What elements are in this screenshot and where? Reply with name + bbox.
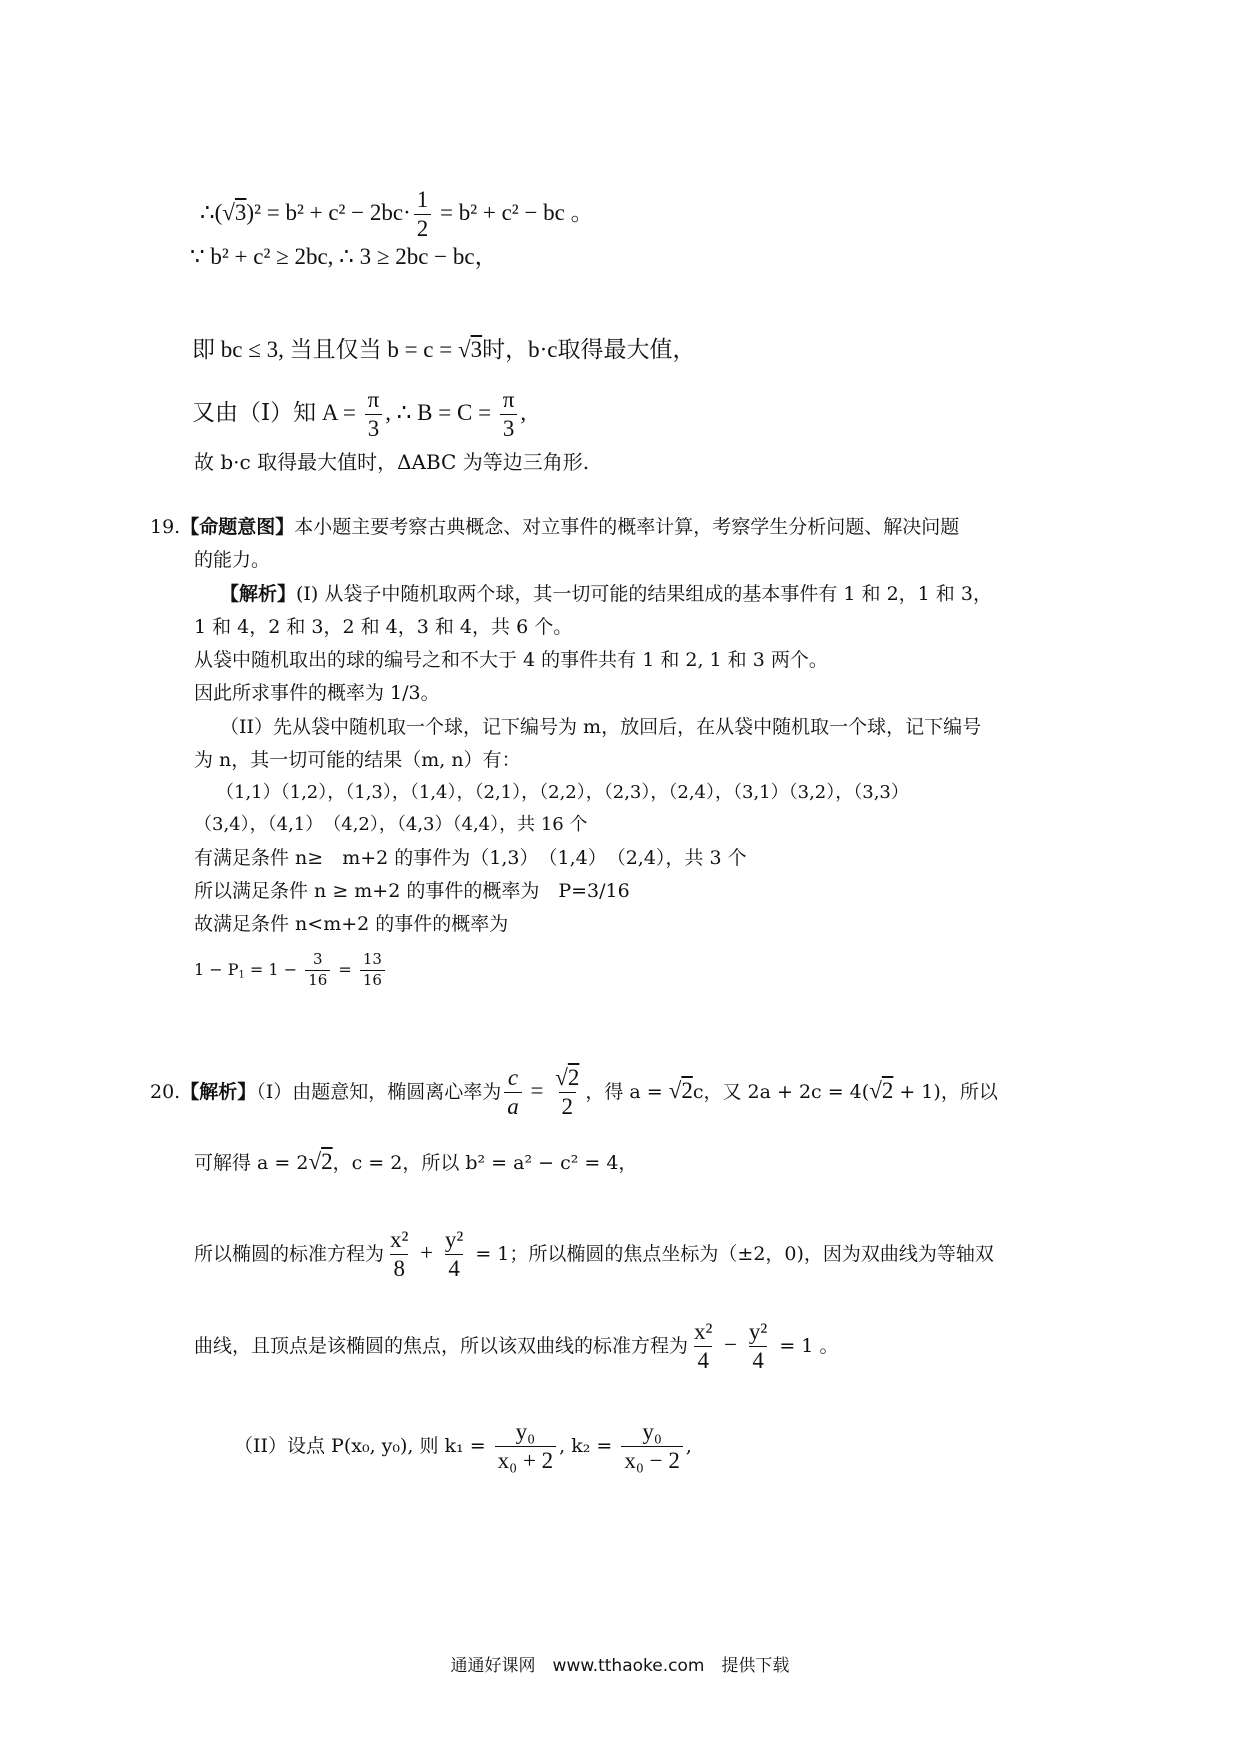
q19-part2-1: （II）先从袋中随机取一个球，记下编号为 m，放回后，在从袋中随机取一个球，记下编号 <box>220 716 982 738</box>
q19-solution-1: 【解析】(I) 从袋子中随机取两个球，其一切可能的结果组成的基本事件有 1 和 2，1 和 3， <box>220 583 992 605</box>
q20-line-2: 可解得 a = 2√2，c = 2，所以 b² = a² − c² = 4， <box>194 1149 638 1174</box>
q18-line-4: 又由（Ⅰ）知 A = $\frac{\pi}{3}$ , ∴ B = C = $\frac{\pi}{3}$ , <box>192 387 527 442</box>
page-footer: 通通好课网 www.tthaoke.com 提供下载 <box>450 1656 790 1676</box>
q18-line-2: ∵ b² + c² ≥ 2bc, ∴ 3 ≥ 2bc − bc， <box>190 244 498 269</box>
q19-solution-3: 从袋中随机取出的球的编号之和不大于 4 的事件共有 1 和 2, 1 和 3 两个。 <box>194 649 828 671</box>
q18-line-5: 故 b·c 取得最大值时，ΔABC 为等边三角形. <box>194 450 590 474</box>
q19-title: 19.【命题意图】本小题主要考察古典概念、对立事件的概率计算，考察学生分析问题、解决问题 <box>150 516 960 538</box>
q20-number: 20. <box>150 1080 181 1103</box>
q19-pairs-2: （3,4），（4,1） （4,2），（4,3）（4,4），共 16 个 <box>194 814 588 835</box>
q19-condition-1: 有满足条件 n≥ m+2 的事件为（1,3） （1,4） （2,4），共 3 个 <box>194 847 747 869</box>
q20-line-4: 曲线，且顶点是该椭圆的焦点，所以该双曲线的标准方程为 $\frac{\text{x²}}{4}$ − $\frac{\text{y²}}{4}$ = 1 。 <box>194 1319 839 1374</box>
q19-solution-2: 1 和 4，2 和 3，2 和 4，3 和 4，共 6 个。 <box>194 616 573 638</box>
q19-number: 19. <box>150 516 181 538</box>
q18-line-3: 即 bc ≤ 3, 当且仅当 b = c = √3时，b·c取得最大值， <box>192 337 696 362</box>
q19-pairs-1: （1,1）（1,2），（1,3），（1,4），（2,1），（2,2），（2,3），（2,4），（3,1）（3,2），（3,3） <box>216 782 909 803</box>
q19-title-cont: 的能力。 <box>194 549 271 571</box>
q18-line-1: ∴(√3)² = b² + c² − 2bc· $\frac{1}{2}$ = b² + c² − bc 。 <box>200 187 594 242</box>
q19-condition-2: 所以满足条件 n ≥ m+2 的事件的概率为 P=3/16 <box>194 880 630 902</box>
q19-part2-2: 为 n，其一切可能的结果（m, n）有： <box>194 749 521 771</box>
q19-solution-4: 因此所求事件的概率为 1/3。 <box>194 682 440 704</box>
q20-line-5: （II）设点 P(x₀, y₀), 则 k₁ = $\frac{\text{y₀}}{\text{x₀ + 2}}$ , k₂ = $\frac{\text{y₀}}{\text{x₀ − 2}}$ , <box>234 1419 692 1474</box>
q20-line-1: 20.【解析】（Ⅰ）由题意知，椭圆离心率为 $\frac{c}{a}$ = $\frac{√2}{2}$ ，得 a = √2c，又 2a + 2c = 4(√2 + 1)，所以 <box>150 1065 998 1120</box>
q19-condition-3: 故满足条件 n<m+2 的事件的概率为 <box>194 913 509 935</box>
q20-line-3: 所以椭圆的标准方程为 $\frac{\text{x²}}{8}$ + $\frac{\text{y²}}{4}$ = 1；所以椭圆的焦点坐标为（±2，0)，因为双曲线为等轴双 <box>194 1227 994 1282</box>
q19-final-formula: $1 - P_1 = 1$ − $\frac{3}{16}$ = $\frac{13}{16}$ <box>194 952 388 989</box>
